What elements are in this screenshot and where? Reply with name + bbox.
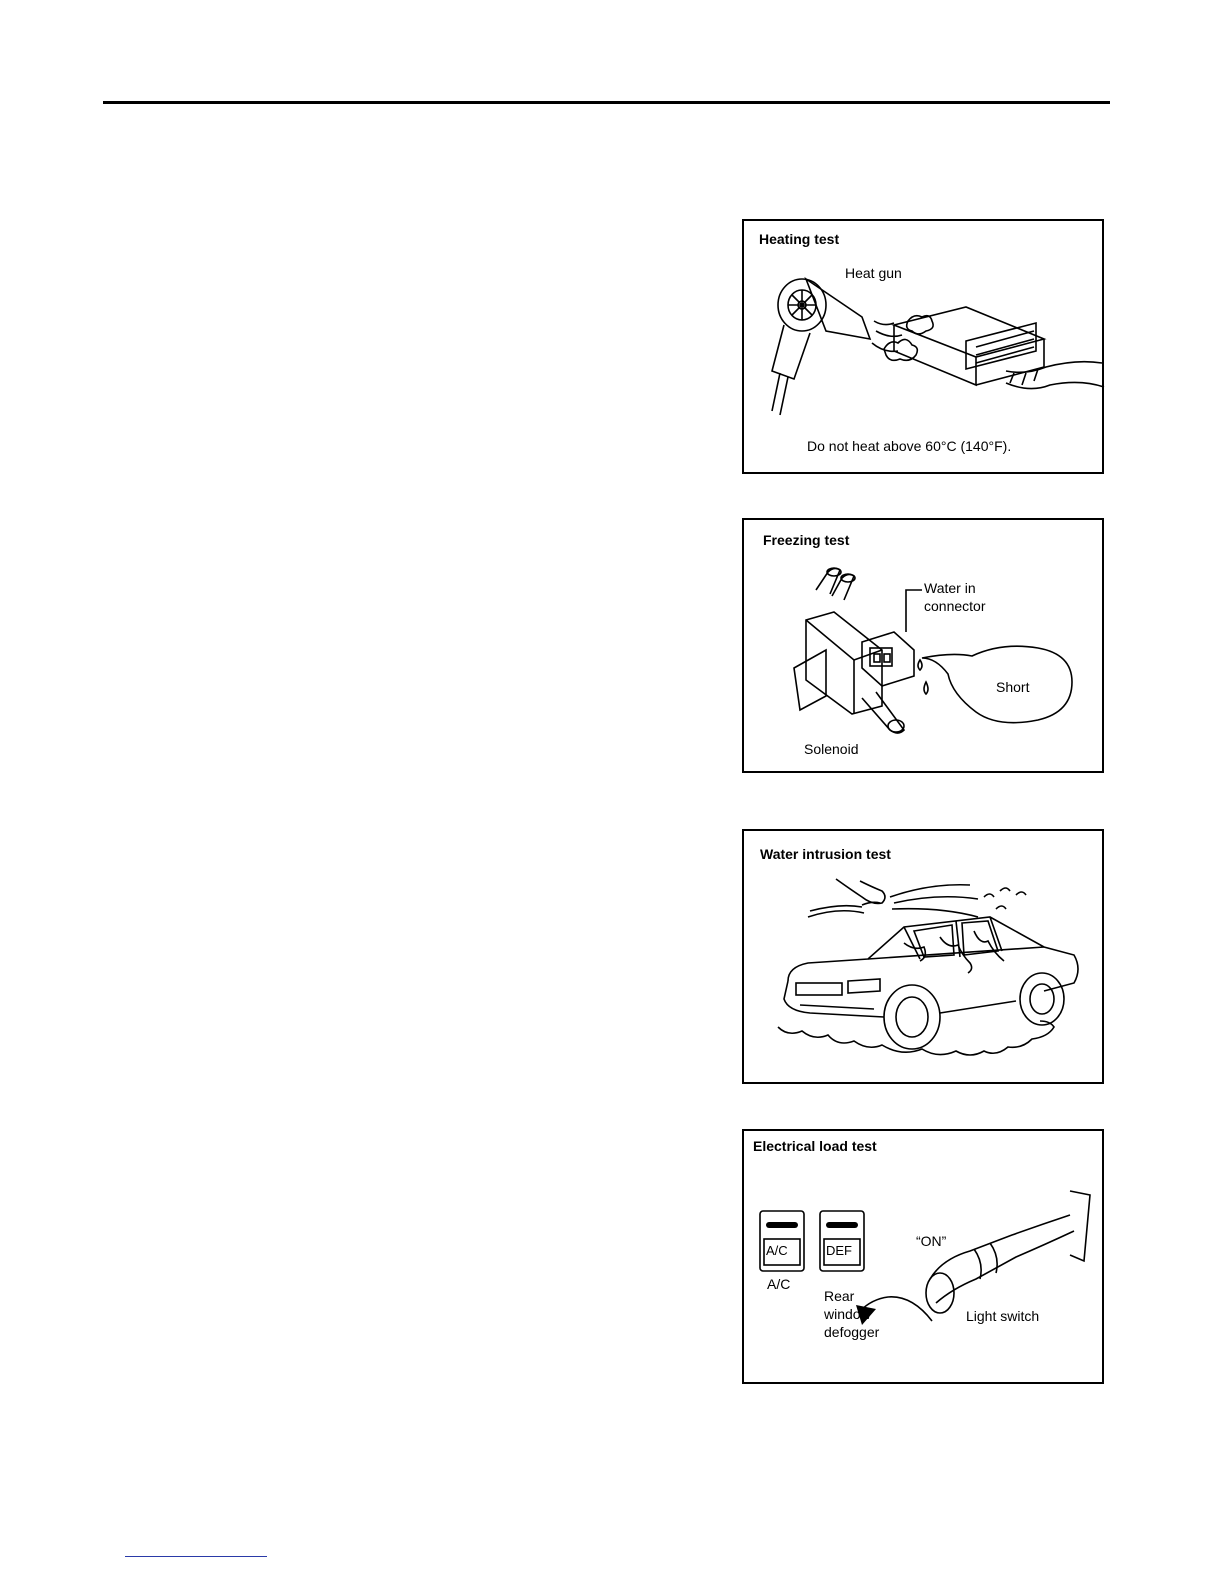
freezing-test-title: Freezing test [763, 532, 850, 548]
solenoid-label: Solenoid [804, 741, 859, 757]
water-intrusion-test-figure [742, 829, 1104, 1084]
short-label: Short [996, 679, 1030, 695]
heating-note: Do not heat above 60°C (140°F). [807, 438, 1012, 454]
freezing-test-figure [742, 518, 1104, 773]
on-label: “ON” [916, 1233, 947, 1249]
light-switch-illustration [744, 1131, 1106, 1386]
car-water-illustration [744, 831, 1106, 1086]
heat-gun-label: Heat gun [845, 265, 902, 281]
electrical-load-test-title: Electrical load test [753, 1138, 877, 1154]
heating-test-title: Heating test [759, 231, 840, 247]
header-rule [103, 101, 1110, 104]
ac-button: A/C [766, 1243, 788, 1258]
heating-test-figure [742, 219, 1104, 474]
electrical-load-test-figure [742, 1129, 1104, 1384]
ac-label: A/C [767, 1276, 791, 1292]
water-intrusion-test-title: Water intrusion test [760, 846, 891, 862]
rear-window-defogger-label: Rear window defogger [824, 1288, 880, 1340]
solenoid-illustration [744, 520, 1106, 775]
footer-link-rule [125, 1556, 267, 1557]
def-button: DEF [826, 1243, 852, 1258]
light-switch-label: Light switch [966, 1308, 1040, 1324]
water-in-connector-label: Water in connector [924, 580, 986, 614]
